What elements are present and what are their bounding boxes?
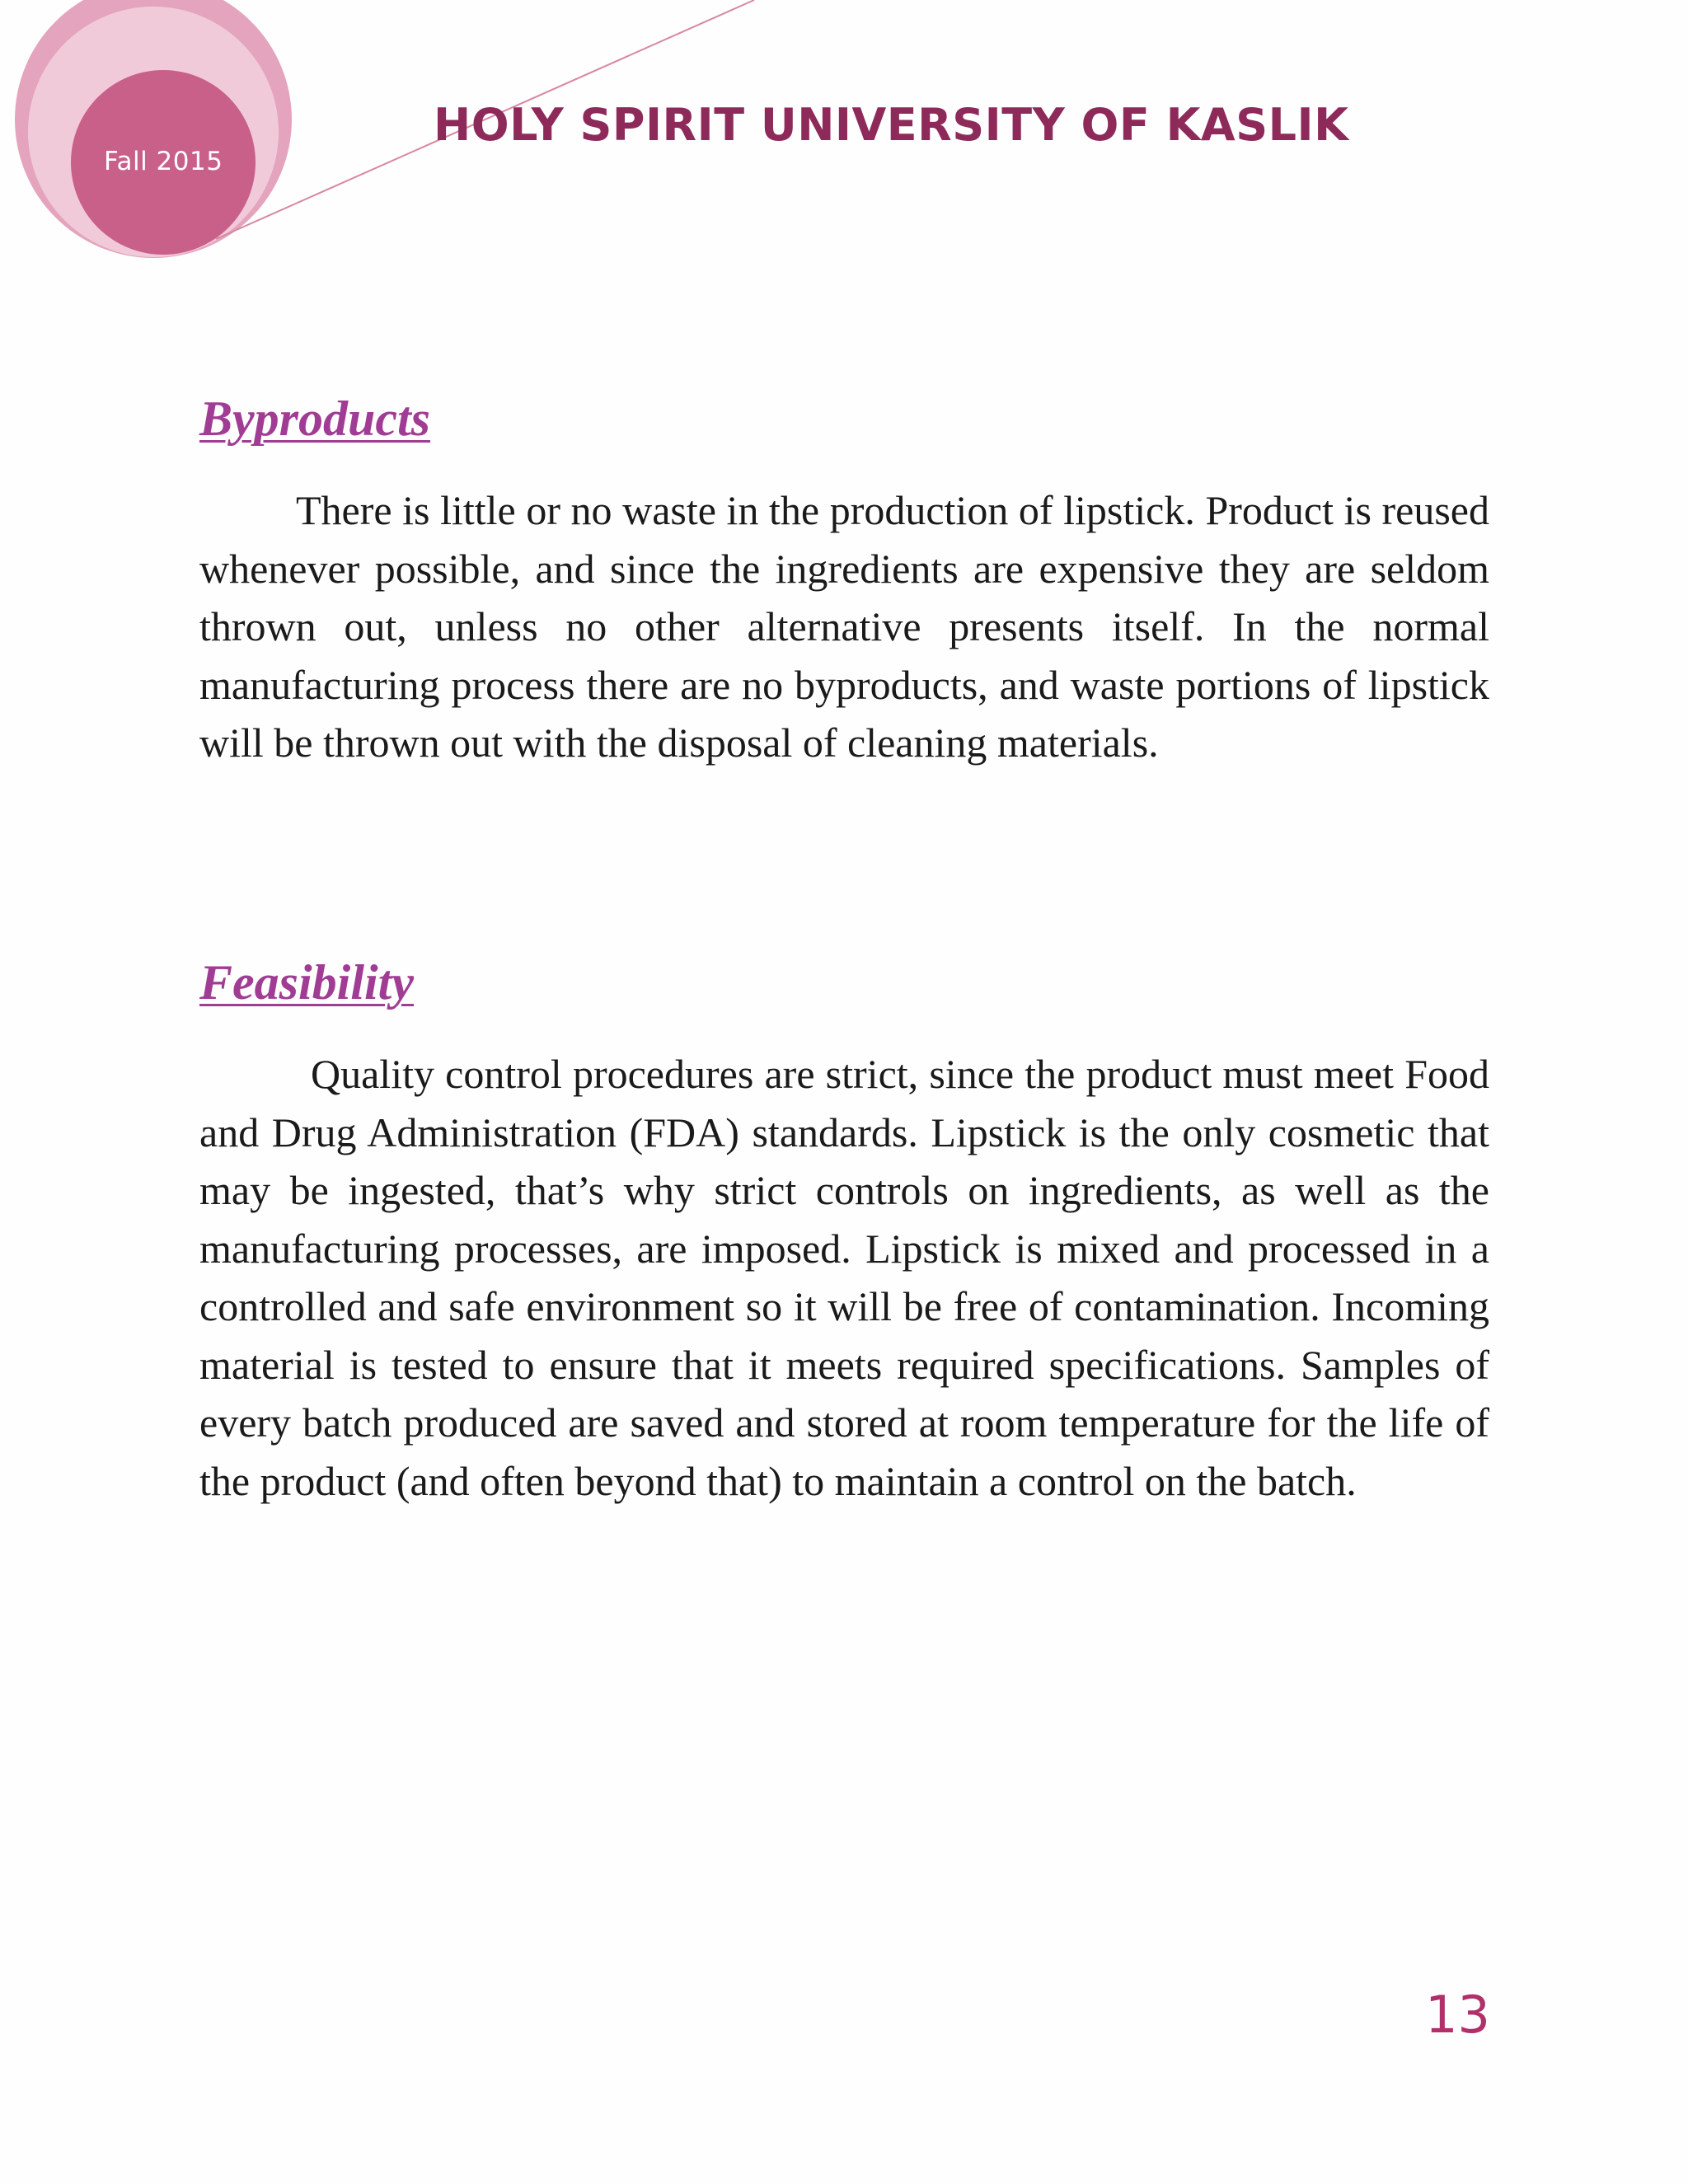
feasibility-section bbox=[199, 953, 1489, 1510]
byproducts-section bbox=[199, 389, 1489, 772]
university-title: HOLY SPIRIT UNIVERSITY OF KASLIK bbox=[434, 99, 1349, 151]
byproducts-heading: Byproducts bbox=[199, 391, 431, 446]
byproducts-paragraph: There is little or no waste in the production of lipstick. Product is reused whenever possible, and since the ingredients are expensive they are seldom thrown out, unless no other alternative presents itself. In the normal manufacturing process there are no byproducts, and waste portions of lipstick will be thrown out with the disposal of cleaning materials. bbox=[199, 487, 1489, 766]
semester-label: Fall 2015 bbox=[104, 147, 223, 176]
feasibility-heading: Feasibility bbox=[199, 955, 414, 1010]
feasibility-paragraph: Quality control procedures are strict, since the product must meet Food and Drug Administration (FDA) standards. Lipstick is the only cosmetic that may be ingested, that’s why strict controls on ingredients, as well as the manufacturing processes, are imposed. Lipstick is mixed and processed in a controlled and safe environment so it will be free of contamination. Incoming material is tested to ensure that it meets required specifications. Samples of every batch produced are saved and stored at room temperature for the life of the product (and often beyond that) to maintain a control on the batch. bbox=[199, 1051, 1489, 1504]
page-number: 13 bbox=[1425, 1985, 1490, 2045]
